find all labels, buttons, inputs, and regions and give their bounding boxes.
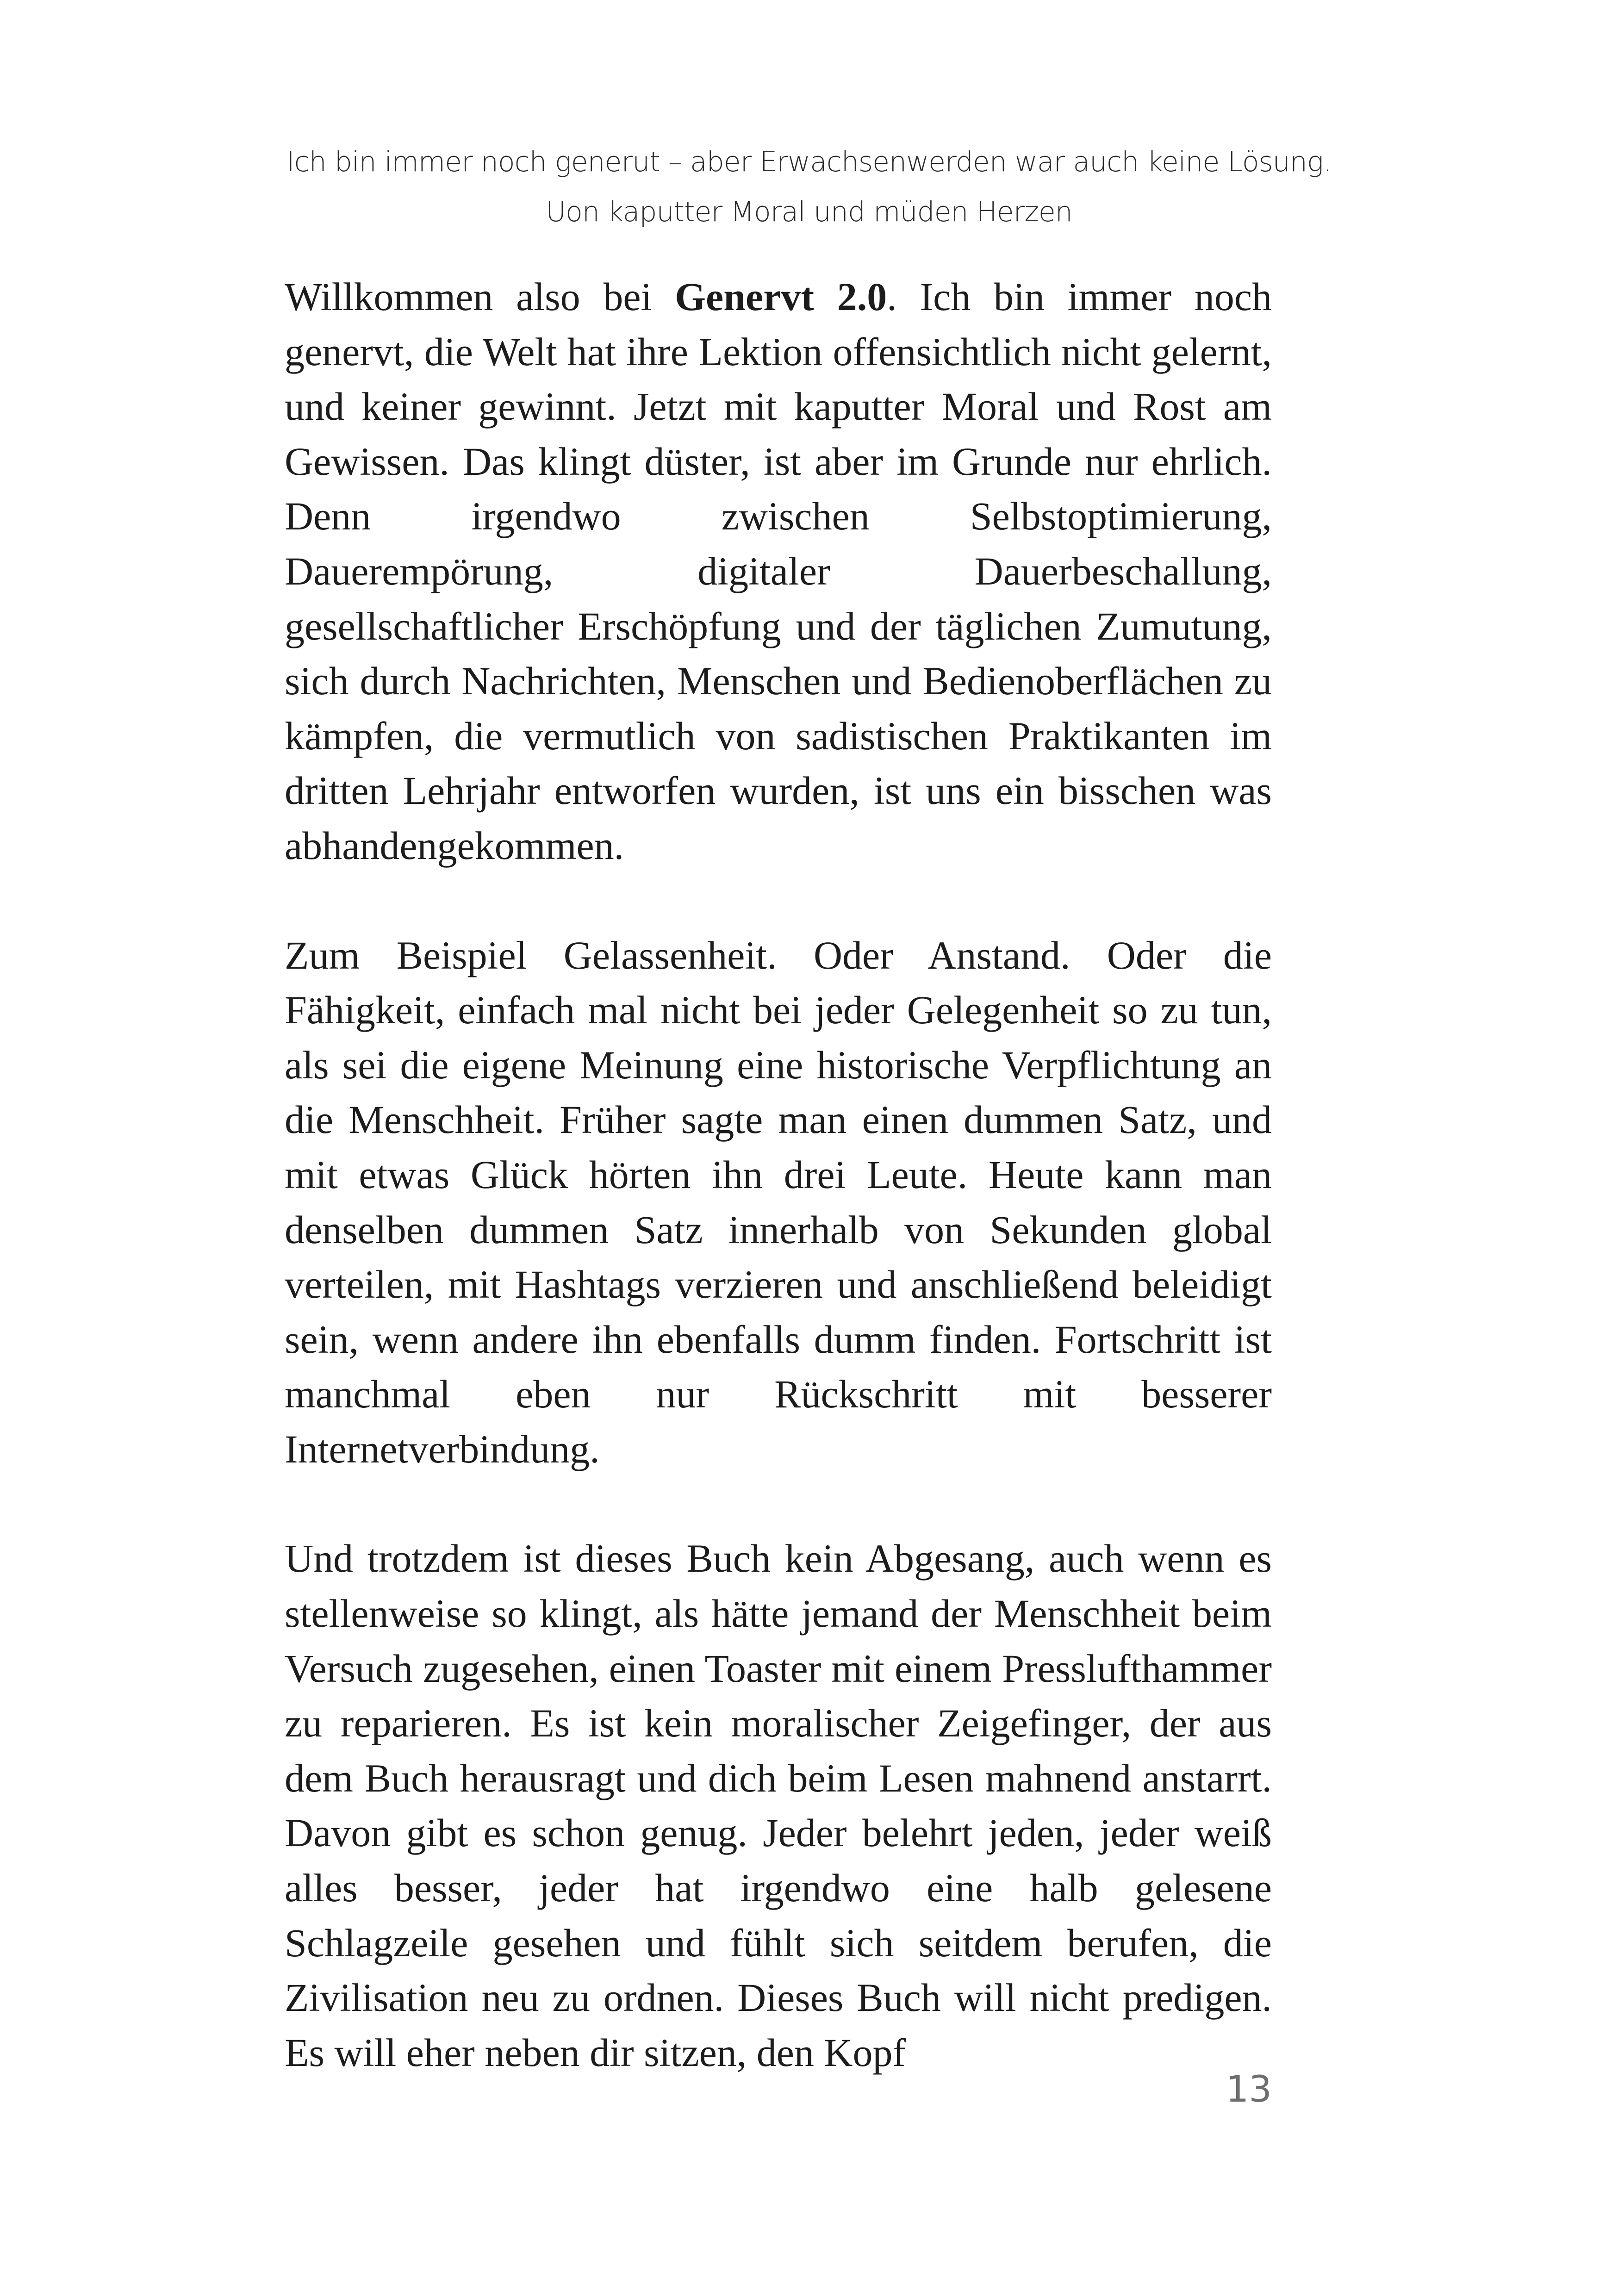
running-header [176,137,1442,237]
paragraph-2: Zum Beispiel Gelassenheit. Oder Anstand. Oder die Fähigkeit, einfach mal nicht bei jeder Gelegenheit so zu tun, als sei die eigene Meinung eine historische Verpflichtung an die Menschheit. Früher sagte man einen dummen Satz, und mit etwas Glück hörten ihn drei Leute. Heute kann man denselben dummen Satz innerhalb von Sekunden global verteilen, mit Hashtags verzieren und anschließend beleidigt sein, wenn andere ihn ebenfalls dumm finden. Fortschritt ist manchmal eben nur Rückschritt mit besserer Internetverbindung. [285,933,1272,1471]
paragraph-1 [285,269,1272,873]
book-title-bold: Genervt 2.0 [675,274,887,319]
running-header-line-2: Uon kaputter Moral und müden Herzen [546,196,1072,228]
running-header-line-1: Ich bin immer noch generut – aber Erwachsenwerden war auch keine Lösung. [286,146,1332,178]
paragraph-1-intro: Willkommen also bei [285,274,675,319]
paragraph-1-rest: . Ich bin immer noch genervt, die Welt hat ihre Lektion offensichtlich nicht gelernt, und keiner gewinnt. Jetzt mit kaputter Moral und Rost am Gewissen. Das klingt düster, ist aber im Grunde nur ehrlich. Denn irgendwo zwischen Selbstoptimierung, Dauerempörung, digitaler Dauerbeschallung, gesellschaftlicher Erschöpfung und der täglichen Zumutung, sich durch Nachrichten, Menschen und Bedienoberflächen zu kämpfen, die vermutlich von sadistischen Praktikanten im dritten Lehrjahr entworfen wurden, ist uns ein bisschen was abhandengekommen. [285,274,1272,868]
page-number: 13 [1226,2069,1272,2110]
body-text [285,269,1272,2080]
paragraph-3: Und trotzdem ist dieses Buch kein Abgesang, auch wenn es stellenweise so klingt, als hätte jemand der Menschheit beim Versuch zugesehen, einen Toaster mit einem Presslufthammer zu reparieren. Es ist kein moralischer Zeigefinger, der aus dem Buch herausragt und dich beim Lesen mahnend anstarrt. Davon gibt es schon genug. Jeder belehrt jeden, jeder weiß alles besser, jeder hat irgendwo eine halb gelesene Schlagzeile gesehen und fühlt sich seitdem berufen, die Zivilisation neu zu ordnen. Dieses Buch will nicht predigen. Es will eher neben dir sitzen, den Kopf [285,1536,1272,2075]
